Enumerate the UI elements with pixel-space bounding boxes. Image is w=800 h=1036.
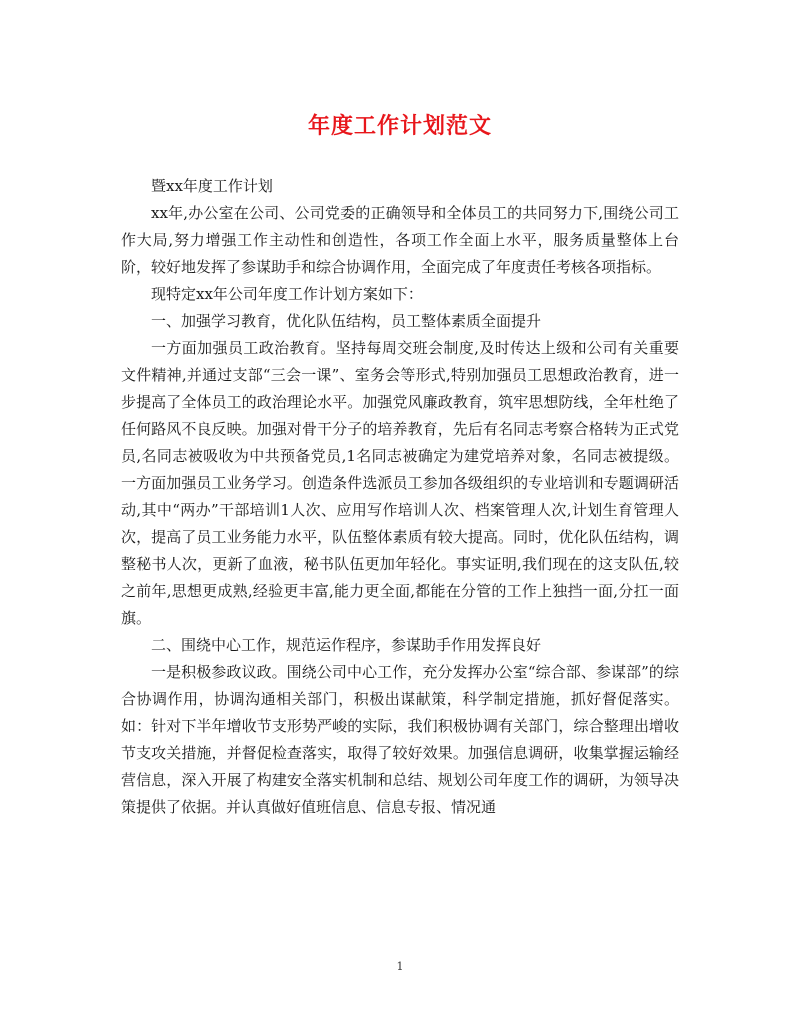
paragraph-intro: xx年,办公室在公司、公司党委的正确领导和全体员工的共同努力下,围绕公司工作大局,努力增强工作主动性和创造性，各项工作全面上水平，服务质量整体上台阶，较好地发挥了参谋助手和综合协调作用，全面完成了年度责任考核各项指标。 [121,204,679,276]
section-heading-2: 二、围绕中心工作，规范运作程序，参谋助手作用发挥良好 [151,636,542,654]
document-body [121,173,679,821]
paragraph-subtitle: 暨xx年度工作计划 [151,177,273,195]
paragraph-section-2-body: 一是积极参政议政。围绕公司中心工作，充分发挥办公室“综合部、参谋部”的综合协调作用，协调沟通相关部门，积极出谋献策，科学制定措施，抓好督促落实。如：针对下半年增收节支形势严峻的实际，我们积极协调有关部门，综合整理出增收节支攻关措施，并督促检查落实，取得了较好效果。加强信息调研，收集掌握运输经营信息，深入开展了构建安全落实机制和总结、规划公司年度工作的调研，为领导决策提供了依据。并认真做好值班信息、信息专报、情况通 [121,663,679,816]
section-heading-1: 一、加强学习教育，优化队伍结构，员工整体素质全面提升 [151,312,542,330]
paragraph-plan-lead: 现特定xx年公司年度工作计划方案如下： [151,285,423,303]
paragraph-section-1-body: 一方面加强员工政治教育。坚持每周交班会制度,及时传达上级和公司有关重要文件精神,并通过支部“三会一课”、室务会等形式,特别加强员工思想政治教育，进一步提高了全体员工的政治理论水平。加强党风廉政教育，筑牢思想防线，全年杜绝了任何路风不良反映。加强对骨干分子的培养教育，先后有名同志考察合格转为正式党员,名同志被吸收为中共预备党员,1名同志被确定为建党培养对象，名同志被提级。一方面加强员工业务学习。创造条件选派员工参加各级组织的专业培训和专题调研活动,其中“两办”干部培训1人次、应用写作培训人次、档案管理人次,计划生育管理人次，提高了员工业务能力水平，队伍整体素质有较大提高。同时，优化队伍结构，调整秘书人次，更新了血液，秘书队伍更加年轻化。事实证明,我们现在的这支队伍,较之前年,思想更成熟,经验更丰富,能力更全面,都能在分管的工作上独挡一面,分扛一面旗。 [121,339,679,627]
document-title: 年度工作计划范文 [307,113,492,139]
page-number: 1 [396,960,404,973]
